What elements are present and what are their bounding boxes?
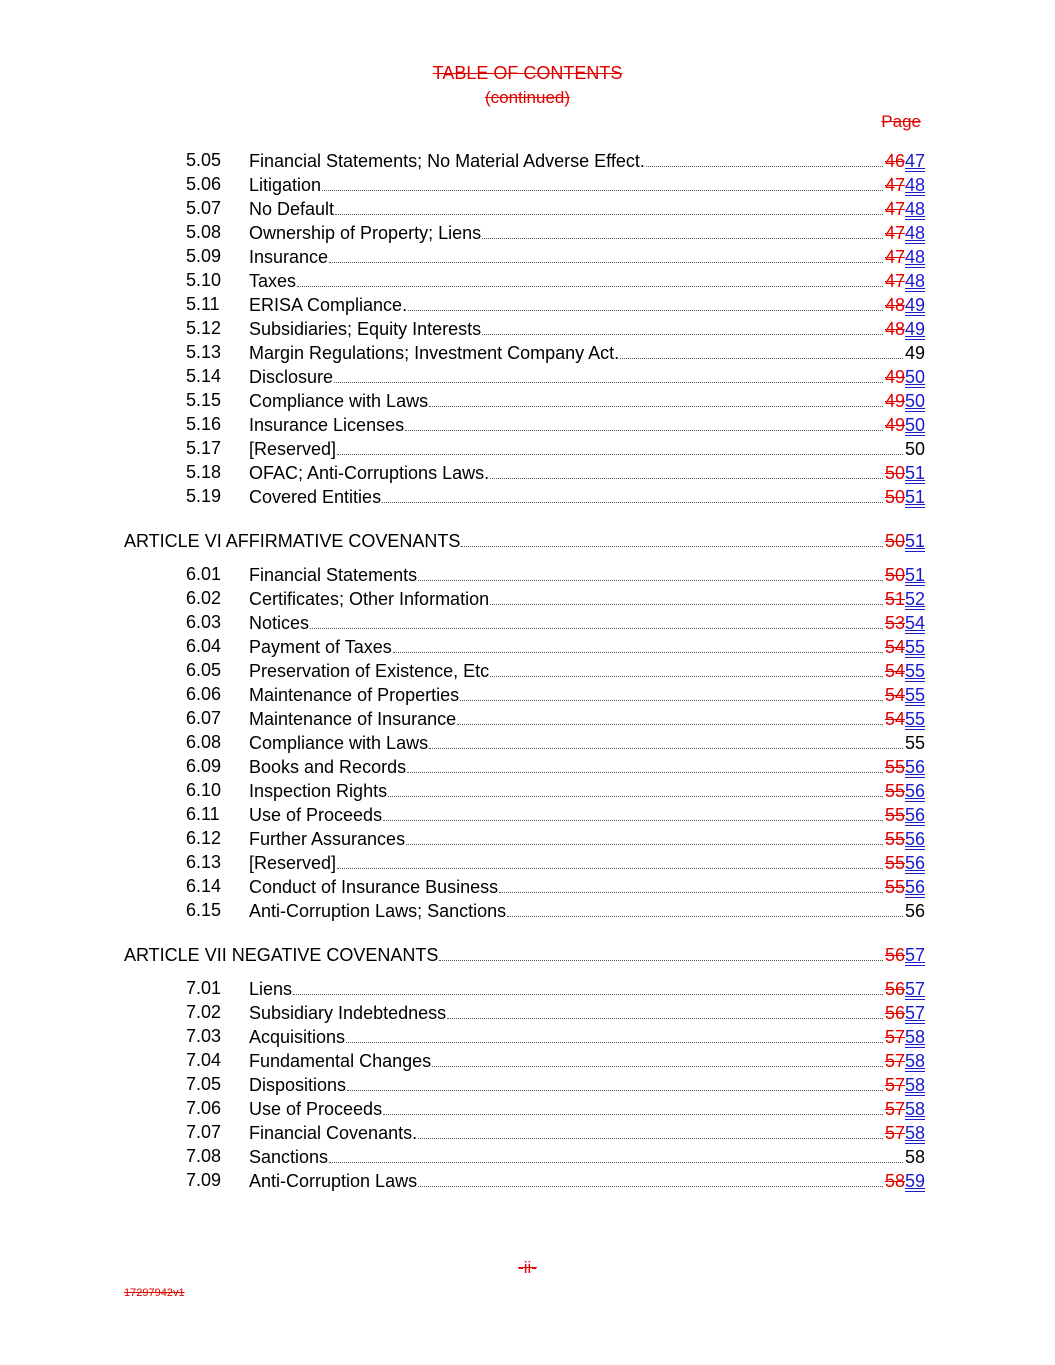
dot-leader — [439, 944, 883, 961]
inserted-page-number[interactable]: 56 — [904, 877, 925, 897]
deleted-page-number: 55 — [884, 853, 905, 873]
dot-leader — [460, 684, 883, 701]
deleted-page-number: 47 — [884, 175, 905, 195]
dot-leader — [337, 438, 903, 455]
page-reference — [885, 1075, 925, 1096]
deleted-page-number: 57 — [884, 1075, 905, 1095]
deleted-page-number: 57 — [884, 1123, 905, 1143]
dot-leader — [393, 636, 883, 653]
section-title: Certificates; Other Information — [249, 589, 490, 609]
section-title: [Reserved] — [249, 439, 337, 459]
toc-section-row[interactable] — [0, 588, 1055, 612]
inserted-page-number[interactable]: 58 — [904, 1123, 925, 1143]
page-reference — [885, 709, 925, 730]
deleted-page-number: 47 — [884, 247, 905, 267]
section-number: 6.09 — [186, 756, 222, 776]
deleted-page-number: 49 — [884, 367, 905, 387]
page-reference — [885, 877, 925, 898]
page-reference — [885, 613, 925, 634]
dot-leader — [383, 804, 883, 821]
inserted-page-number[interactable]: 49 — [904, 319, 925, 339]
dot-leader — [347, 1074, 883, 1091]
section-title: Subsidiary Indebtedness — [249, 1003, 447, 1023]
page-reference — [885, 637, 925, 658]
dot-leader — [507, 900, 903, 917]
deleted-page-number: 51 — [884, 589, 905, 609]
inserted-page-number[interactable]: 56 — [904, 757, 925, 777]
toc-section-row[interactable] — [0, 660, 1055, 684]
deleted-page-number: 50 — [884, 531, 905, 551]
section-number: 6.02 — [186, 588, 222, 608]
inserted-page-number[interactable]: 58 — [904, 1099, 925, 1119]
section-title: Acquisitions — [249, 1027, 346, 1047]
page-reference — [885, 589, 925, 610]
inserted-page-number[interactable]: 57 — [904, 979, 925, 999]
toc-section-row[interactable] — [0, 438, 1055, 462]
inserted-page-number[interactable]: 48 — [904, 271, 925, 291]
section-title: ERISA Compliance. — [249, 295, 408, 315]
page-reference — [885, 247, 925, 268]
toc-section-row[interactable] — [0, 174, 1055, 198]
section-title: Sanctions — [249, 1147, 329, 1167]
section-title: Notices — [249, 613, 310, 633]
deleted-page-number: 49 — [884, 415, 905, 435]
toc-section-row[interactable] — [0, 366, 1055, 390]
toc-title: TABLE OF CONTENTS — [432, 63, 623, 83]
section-title: Covered Entities — [249, 487, 382, 507]
toc-section-row[interactable] — [0, 978, 1055, 1002]
deleted-page-number: 54 — [884, 685, 905, 705]
dot-leader — [482, 222, 883, 239]
page-reference — [885, 565, 925, 586]
toc-section-row[interactable] — [0, 318, 1055, 342]
inserted-page-number[interactable]: 58 — [904, 1027, 925, 1047]
deleted-page-number: 50 — [884, 487, 905, 507]
toc-section-row[interactable] — [0, 732, 1055, 756]
toc-section-row[interactable] — [0, 246, 1055, 270]
page-reference — [885, 1003, 925, 1024]
page-reference — [885, 175, 925, 196]
section-title: Compliance with Laws — [249, 391, 429, 411]
deleted-page-number: 48 — [884, 319, 905, 339]
inserted-page-number[interactable]: 51 — [904, 565, 925, 585]
page-reference — [885, 1099, 925, 1120]
deleted-page-number: 57 — [884, 1099, 905, 1119]
page-number: 58 — [904, 1147, 925, 1167]
section-number: 6.01 — [186, 564, 222, 584]
dot-leader — [457, 708, 883, 725]
inserted-page-number[interactable]: 54 — [904, 613, 925, 633]
inserted-page-number[interactable]: 51 — [904, 463, 925, 483]
section-number: 6.03 — [186, 612, 222, 632]
toc-section-row[interactable] — [0, 900, 1055, 924]
inserted-page-number[interactable]: 55 — [904, 637, 925, 657]
inserted-page-number[interactable]: 55 — [904, 685, 925, 705]
section-title: Use of Proceeds — [249, 805, 383, 825]
section-title: Payment of Taxes — [249, 637, 392, 657]
dot-leader — [405, 414, 883, 431]
dot-leader — [335, 198, 883, 215]
section-title: Insurance Licenses — [249, 415, 405, 435]
section-title: OFAC; Anti-Corruptions Laws. — [249, 463, 490, 483]
section-number: 5.07 — [186, 198, 222, 218]
dot-leader — [418, 564, 883, 581]
inserted-page-number[interactable]: 57 — [904, 1003, 925, 1023]
section-title: Use of Proceeds — [249, 1099, 383, 1119]
deleted-page-number: 55 — [884, 757, 905, 777]
section-number: 7.08 — [186, 1146, 222, 1166]
page-number: 56 — [904, 901, 925, 921]
section-number: 6.15 — [186, 900, 222, 920]
deleted-page-number: 46 — [884, 151, 905, 171]
toc-section-row[interactable] — [0, 1170, 1055, 1194]
page-number: 49 — [904, 343, 925, 363]
deleted-page-number: 50 — [884, 463, 905, 483]
toc-section-row[interactable] — [0, 852, 1055, 876]
section-title: Books and Records — [249, 757, 407, 777]
page-reference — [885, 319, 925, 340]
toc-section-row[interactable] — [0, 612, 1055, 636]
deleted-page-number: 49 — [884, 391, 905, 411]
toc-subtitle: (continued) — [484, 88, 571, 107]
section-number: 7.03 — [186, 1026, 222, 1046]
page-reference — [885, 531, 925, 552]
section-number: 5.09 — [186, 246, 222, 266]
deleted-page-number: 55 — [884, 829, 905, 849]
deleted-page-number: 54 — [884, 661, 905, 681]
section-number: 6.07 — [186, 708, 222, 728]
toc-section-row[interactable] — [0, 1122, 1055, 1146]
section-number: 6.11 — [186, 804, 220, 824]
page-reference — [885, 151, 925, 172]
toc-article-row[interactable] — [0, 530, 1055, 554]
inserted-page-number[interactable]: 55 — [904, 661, 925, 681]
section-title: Liens — [249, 979, 293, 999]
deleted-page-number: 57 — [884, 1027, 905, 1047]
inserted-page-number[interactable]: 51 — [904, 487, 925, 507]
dot-leader — [646, 150, 883, 167]
article-title: ARTICLE VII NEGATIVE COVENANTS — [124, 945, 439, 965]
deleted-page-number: 56 — [884, 979, 905, 999]
deleted-page-number: 55 — [884, 781, 905, 801]
dot-leader — [346, 1026, 883, 1043]
section-number: 5.13 — [186, 342, 222, 362]
toc-section-row[interactable] — [0, 486, 1055, 510]
section-title: Financial Covenants. — [249, 1123, 418, 1143]
toc-section-row[interactable] — [0, 636, 1055, 660]
page-reference — [905, 901, 925, 922]
section-title: Insurance — [249, 247, 329, 267]
page-reference — [885, 805, 925, 826]
dot-leader — [407, 756, 883, 773]
section-number: 6.08 — [186, 732, 222, 752]
toc-section-row[interactable] — [0, 1098, 1055, 1122]
inserted-page-number[interactable]: 56 — [904, 853, 925, 873]
deleted-page-number: 57 — [884, 1051, 905, 1071]
section-number: 6.13 — [186, 852, 222, 872]
inserted-page-number[interactable]: 50 — [904, 415, 925, 435]
section-title: Disclosure — [249, 367, 334, 387]
toc-section-row[interactable] — [0, 1002, 1055, 1026]
toc-section-row[interactable] — [0, 1146, 1055, 1170]
dot-leader — [418, 1122, 883, 1139]
page-reference — [885, 415, 925, 436]
section-title: Financial Statements — [249, 565, 418, 585]
toc-section-row[interactable] — [0, 294, 1055, 318]
deleted-page-number: 58 — [884, 1171, 905, 1191]
page-reference — [885, 391, 925, 412]
section-title: Litigation — [249, 175, 322, 195]
dot-leader — [382, 486, 883, 503]
section-number: 5.14 — [186, 366, 222, 386]
inserted-page-number[interactable]: 48 — [904, 223, 925, 243]
toc-section-row[interactable] — [0, 708, 1055, 732]
page-reference — [905, 1147, 925, 1168]
page-reference — [905, 439, 925, 460]
page-reference — [885, 367, 925, 388]
section-number: 7.07 — [186, 1122, 222, 1142]
section-title: Preservation of Existence, Etc — [249, 661, 490, 681]
section-title: Compliance with Laws — [249, 733, 429, 753]
section-number: 5.16 — [186, 414, 222, 434]
section-number: 7.09 — [186, 1170, 222, 1190]
page-number: 55 — [904, 733, 925, 753]
toc-list — [0, 150, 1055, 1194]
section-number: 5.11 — [186, 294, 220, 314]
section-number: 6.14 — [186, 876, 222, 896]
inserted-page-number[interactable]: 49 — [904, 295, 925, 315]
dot-leader — [388, 780, 883, 797]
section-title: Further Assurances — [249, 829, 406, 849]
page-reference — [885, 661, 925, 682]
toc-section-row[interactable] — [0, 564, 1055, 588]
page-reference — [885, 295, 925, 316]
dot-leader — [490, 660, 883, 677]
page-reference — [885, 463, 925, 484]
article-title: ARTICLE VI AFFIRMATIVE COVENANTS — [124, 531, 461, 551]
toc-section-row[interactable] — [0, 780, 1055, 804]
dot-leader — [293, 978, 883, 995]
toc-section-row[interactable] — [0, 270, 1055, 294]
page-reference — [885, 271, 925, 292]
inserted-page-number[interactable]: 52 — [904, 589, 925, 609]
page-reference — [905, 343, 925, 364]
toc-section-row[interactable] — [0, 150, 1055, 174]
section-title: Inspection Rights — [249, 781, 388, 801]
page-reference — [885, 853, 925, 874]
dot-leader — [297, 270, 883, 287]
page-reference — [885, 979, 925, 1000]
inserted-page-number[interactable]: 58 — [904, 1075, 925, 1095]
dot-leader — [337, 852, 883, 869]
section-title: Anti-Corruption Laws — [249, 1171, 418, 1191]
section-number: 5.19 — [186, 486, 222, 506]
toc-section-row[interactable] — [0, 414, 1055, 438]
deleted-page-number: 55 — [884, 805, 905, 825]
dot-leader — [322, 174, 883, 191]
page-reference — [885, 487, 925, 508]
toc-section-row[interactable] — [0, 828, 1055, 852]
inserted-page-number[interactable]: 48 — [904, 199, 925, 219]
deleted-page-number: 47 — [884, 199, 905, 219]
toc-section-row[interactable] — [0, 1026, 1055, 1050]
page-reference — [885, 945, 925, 966]
dot-leader — [432, 1050, 883, 1067]
section-title: Ownership of Property; Liens — [249, 223, 482, 243]
inserted-page-number[interactable]: 56 — [904, 829, 925, 849]
toc-section-row[interactable] — [0, 1050, 1055, 1074]
dot-leader — [620, 342, 903, 359]
page-reference — [885, 1027, 925, 1048]
section-title: Dispositions — [249, 1075, 347, 1095]
deleted-page-number: 54 — [884, 709, 905, 729]
dot-leader — [429, 390, 883, 407]
section-number: 5.06 — [186, 174, 222, 194]
inserted-page-number[interactable]: 47 — [904, 151, 925, 171]
section-title: Conduct of Insurance Business — [249, 877, 499, 897]
inserted-page-number[interactable]: 48 — [904, 247, 925, 267]
dot-leader — [329, 1146, 903, 1163]
dot-leader — [429, 732, 903, 749]
deleted-page-number: 56 — [884, 945, 905, 965]
deleted-page-number: 53 — [884, 613, 905, 633]
page-reference — [885, 781, 925, 802]
page-reference — [905, 733, 925, 754]
deleted-page-number: 48 — [884, 295, 905, 315]
section-title: Margin Regulations; Investment Company Act. — [249, 343, 620, 363]
inserted-page-number[interactable]: 48 — [904, 175, 925, 195]
toc-section-row[interactable] — [0, 876, 1055, 900]
deleted-page-number: 50 — [884, 565, 905, 585]
section-number: 5.12 — [186, 318, 222, 338]
section-title: Fundamental Changes — [249, 1051, 432, 1071]
dot-leader — [482, 318, 883, 335]
section-number: 5.15 — [186, 390, 222, 410]
section-number: 6.10 — [186, 780, 222, 800]
section-title: Subsidiaries; Equity Interests — [249, 319, 482, 339]
deleted-page-number: 56 — [884, 1003, 905, 1023]
page-reference — [885, 757, 925, 778]
dot-leader — [461, 530, 883, 547]
page-reference — [885, 1171, 925, 1192]
page-reference — [885, 685, 925, 706]
page-reference — [885, 223, 925, 244]
section-title: [Reserved] — [249, 853, 337, 873]
toc-section-row[interactable] — [0, 462, 1055, 486]
dot-leader — [499, 876, 883, 893]
section-number: 5.05 — [186, 150, 222, 170]
page-reference — [885, 1051, 925, 1072]
document-id: 17297942v1 — [124, 1287, 185, 1299]
page-reference — [885, 829, 925, 850]
section-number: 7.05 — [186, 1074, 222, 1094]
inserted-page-number[interactable]: 57 — [904, 945, 925, 965]
page-reference — [885, 199, 925, 220]
toc-section-row[interactable] — [0, 684, 1055, 708]
section-number: 6.05 — [186, 660, 222, 680]
section-number: 6.12 — [186, 828, 222, 848]
page-reference — [885, 1123, 925, 1144]
footer-page-number: -ii- — [518, 1258, 537, 1277]
section-number: 5.18 — [186, 462, 222, 482]
inserted-page-number[interactable]: 56 — [904, 781, 925, 801]
section-title: Maintenance of Insurance — [249, 709, 457, 729]
toc-section-row[interactable] — [0, 756, 1055, 780]
toc-section-row[interactable] — [0, 1074, 1055, 1098]
section-number: 5.10 — [186, 270, 222, 290]
inserted-page-number[interactable]: 56 — [904, 805, 925, 825]
dot-leader — [329, 246, 883, 263]
toc-section-row[interactable] — [0, 222, 1055, 246]
toc-section-row[interactable] — [0, 390, 1055, 414]
page-number: 50 — [904, 439, 925, 459]
dot-leader — [447, 1002, 883, 1019]
inserted-page-number[interactable]: 50 — [904, 367, 925, 387]
dot-leader — [490, 588, 883, 605]
dot-leader — [408, 294, 883, 311]
toc-section-row[interactable] — [0, 804, 1055, 828]
dot-leader — [418, 1170, 883, 1187]
toc-article-row[interactable] — [0, 944, 1055, 968]
deleted-page-number: 47 — [884, 271, 905, 291]
toc-section-row[interactable] — [0, 198, 1055, 222]
dot-leader — [383, 1098, 883, 1115]
section-number: 7.06 — [186, 1098, 222, 1118]
dot-leader — [310, 612, 883, 629]
section-number: 7.01 — [186, 978, 222, 998]
section-number: 5.17 — [186, 438, 222, 458]
dot-leader — [406, 828, 883, 845]
section-title: Financial Statements; No Material Adverse Effect. — [249, 151, 645, 171]
section-number: 5.08 — [186, 222, 222, 242]
page-column-label: Page — [881, 112, 921, 131]
inserted-page-number[interactable]: 58 — [904, 1051, 925, 1071]
section-title: Maintenance of Properties — [249, 685, 460, 705]
section-number: 6.06 — [186, 684, 222, 704]
toc-section-row[interactable] — [0, 342, 1055, 366]
dot-leader — [490, 462, 883, 479]
section-number: 7.02 — [186, 1002, 222, 1022]
inserted-page-number[interactable]: 51 — [904, 531, 925, 551]
section-number: 6.04 — [186, 636, 222, 656]
inserted-page-number[interactable]: 55 — [904, 709, 925, 729]
deleted-page-number: 54 — [884, 637, 905, 657]
deleted-page-number: 47 — [884, 223, 905, 243]
section-title: Anti-Corruption Laws; Sanctions — [249, 901, 507, 921]
section-title: Taxes — [249, 271, 297, 291]
section-number: 7.04 — [186, 1050, 222, 1070]
inserted-page-number[interactable]: 50 — [904, 391, 925, 411]
section-title: No Default — [249, 199, 335, 219]
dot-leader — [334, 366, 883, 383]
deleted-page-number: 55 — [884, 877, 905, 897]
inserted-page-number[interactable]: 59 — [904, 1171, 925, 1191]
